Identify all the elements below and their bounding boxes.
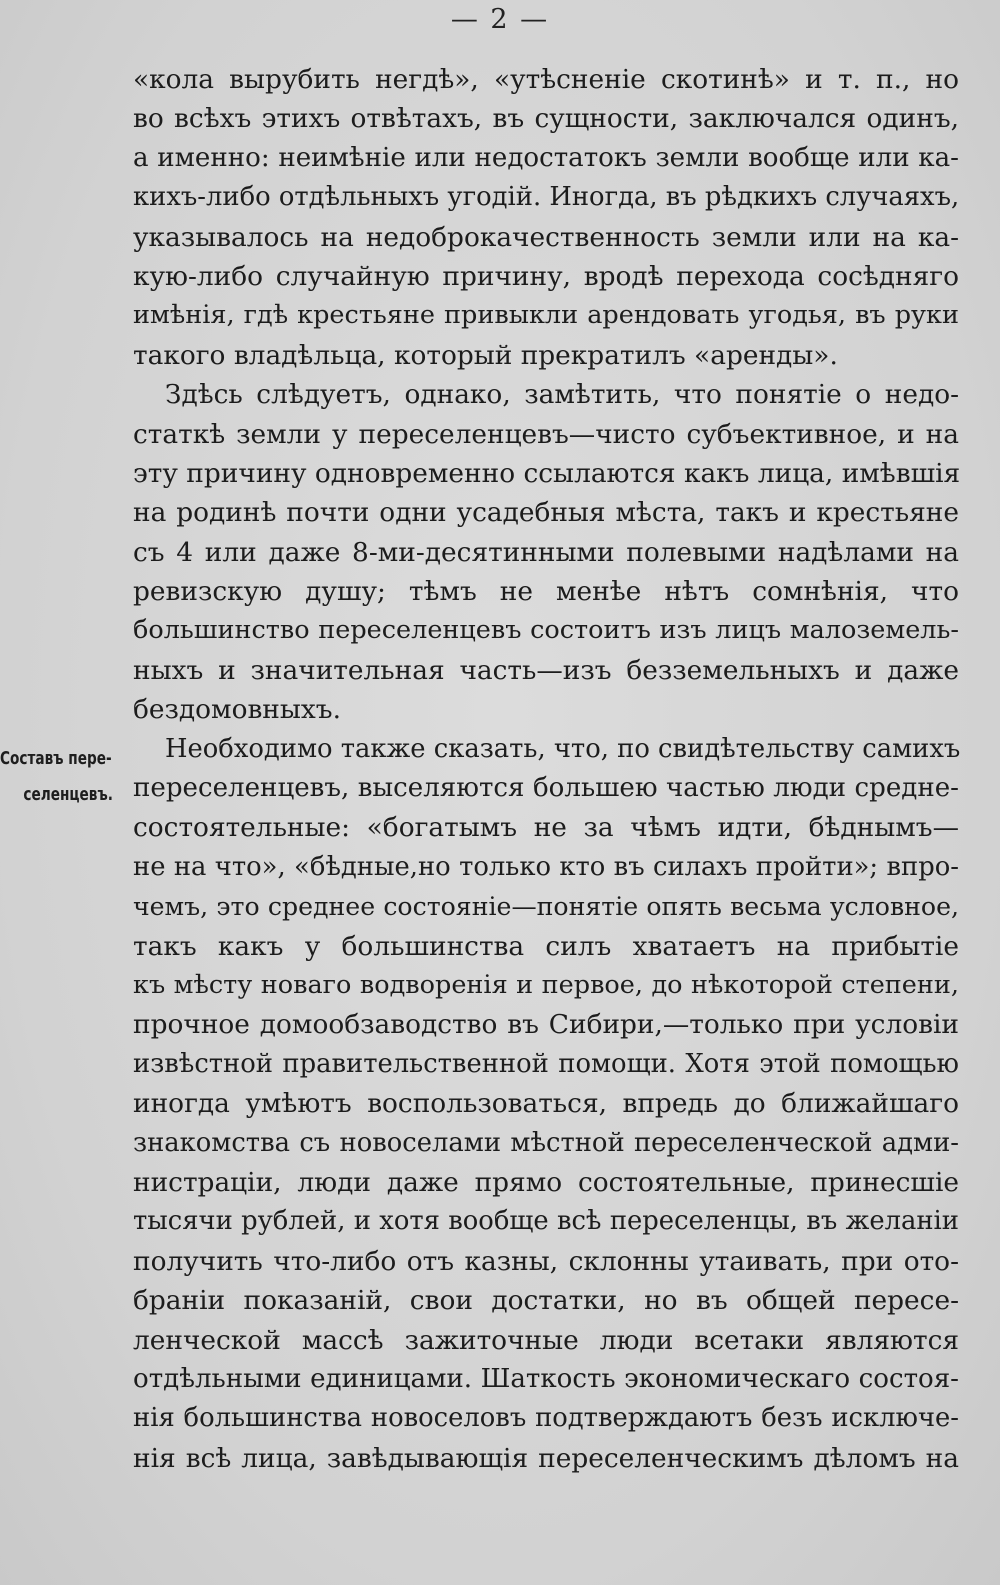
paragraph-1 [133, 60, 959, 375]
text-line: ленческой массѣ зажиточные люди всетаки являются [133, 1324, 959, 1356]
text-line: ревизскую душу; тѣмъ не менѣе нѣтъ сомнѣнія, что [133, 576, 959, 608]
text-line: а именно: неимѣніе или недостатокъ земли вообще или ка- [133, 142, 959, 173]
text-line: большинство переселенцевъ состоитъ изъ лицъ малоземель- [133, 615, 959, 646]
text-line: иногда умѣютъ воспользоваться, впредь до ближайшаго [133, 1088, 959, 1120]
text-line: бездомовныхъ. [133, 694, 341, 726]
text-line: кую-либо случайную причину, вродѣ перехода сосѣдняго [133, 260, 959, 292]
text-line: на родинѣ почти одни усадебныя мѣста, такъ и крестьяне [133, 497, 959, 529]
paragraph-3 [133, 730, 959, 1478]
text-line: такого владѣльца, который прекратилъ «аренды». [133, 339, 838, 371]
text-line: нія большинства новоселовъ подтверждаютъ безъ исключе- [133, 1403, 959, 1434]
text-line: съ 4 или даже 8-ми-десятинными полевыми надѣлами на [133, 536, 959, 568]
text-line: браніи показаній, свои достатки, но въ общей пересе- [133, 1285, 959, 1317]
text-line: знакомства съ новоселами мѣстной переселенческой адми- [133, 1127, 959, 1158]
text-line: эту причину одновременно ссылаются какъ лица, имѣвшія [133, 457, 961, 489]
text-line: ныхъ и значительная часть—изъ безземельныхъ и даже [133, 654, 959, 686]
text-line: «кола вырубить негдѣ», «утѣсненіе скотинѣ» и т. п., но [133, 64, 959, 95]
text-line: нистраціи, люди даже прямо состоятельные, принесшіе [133, 1166, 959, 1198]
margin-note-line: Составъ пере- [0, 749, 112, 769]
text-line: извѣстной правительственной помощи. Хотя этой помощью [133, 1048, 959, 1079]
text-line: получить что-либо отъ казны, склонны утаивать, при ото- [133, 1245, 959, 1277]
text-line: чемъ, это среднее состояніе—понятіе опять весьма условное, [133, 892, 959, 922]
text-line: указывалось на недоброкачественность земли или на ка- [133, 221, 959, 253]
text-line: статкѣ земли у переселенцевъ—чисто субъективное, и на [133, 418, 959, 450]
text-line: нія всѣ лица, завѣдывающія переселенческимъ дѣломъ на [133, 1442, 959, 1474]
page-number: — 2 — [450, 4, 550, 35]
text-line: Необходимо также сказать, что, по свидѣтельству самихъ [165, 733, 961, 764]
text-line: отдѣльными единицами. Шаткость экономическаго состоя- [133, 1363, 959, 1394]
text-line: переселенцевъ, выселяются большею частью люди средне- [133, 773, 959, 804]
margin-note [0, 741, 113, 813]
text-line: состоятельные: «богатымъ не за чѣмъ идти, бѣднымъ— [133, 812, 959, 844]
text-line: прочное домообзаводство въ Сибири,—только при условіи [133, 1009, 959, 1041]
text-line: Здѣсь слѣдуетъ, однако, замѣтить, что понятіе о недо- [165, 379, 959, 411]
text-line: тысячи рублей, и хотя вообще всѣ переселенцы, въ желаніи [133, 1206, 959, 1237]
text-line: во всѣхъ этихъ отвѣтахъ, въ сущности, заключался одинъ, [133, 103, 959, 135]
text-line: такъ какъ у большинства силъ хватаетъ на прибытіе [133, 930, 959, 962]
text-line: имѣнія, гдѣ крестьяне привыкли арендовать угодья, въ руки [133, 300, 959, 331]
body-text [133, 60, 959, 1478]
paragraph-2 [133, 375, 959, 730]
text-line: къ мѣсту новаго водворенія и первое, до нѣкоторой степени, [133, 969, 959, 1000]
text-line: не на что», «бѣдные,но только кто въ силахъ пройти»; впро- [133, 851, 959, 882]
text-line: кихъ-либо отдѣльныхъ угодій. Иногда, въ рѣдкихъ случаяхъ, [133, 182, 960, 213]
margin-note-line: селенцевъ. [23, 785, 113, 805]
